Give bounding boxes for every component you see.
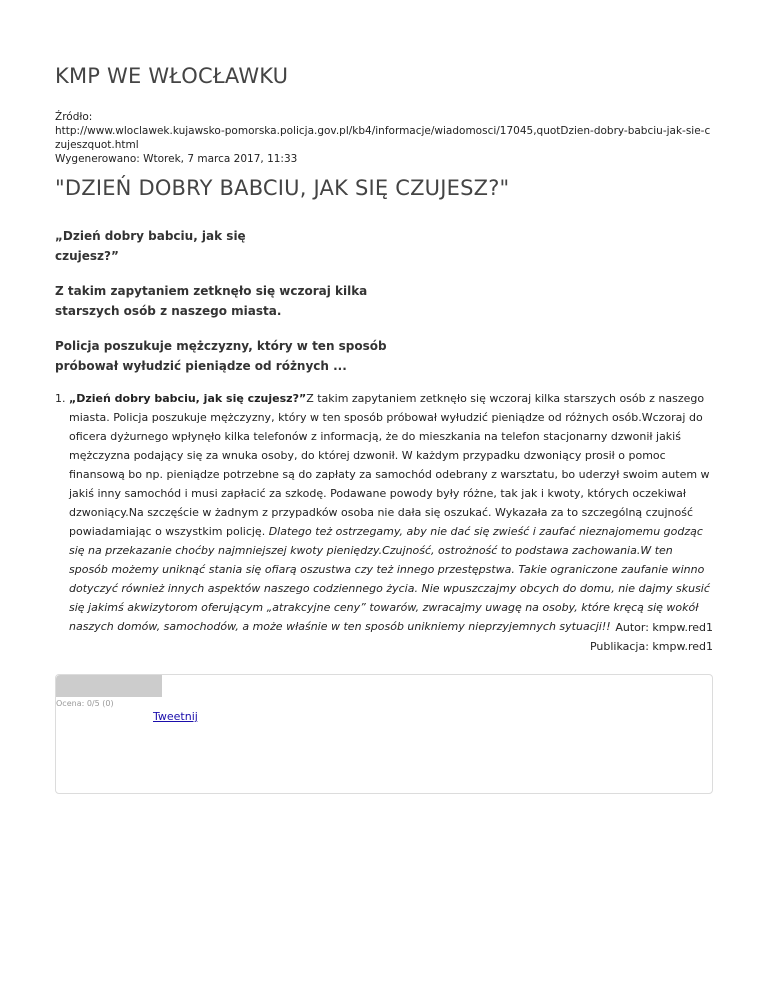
list-item xyxy=(55,389,715,636)
body-regular-text: Z takim zapytaniem zetknęło się wczoraj kilka starszych osób z naszego miasta. Policja poszukuje mężczyzny, który w ten sposób próbował wyłudzić pieniądze od różnych osób.Wczoraj do oficera dyżurnego wpłynęło kilka telefonów z informacją, że do mieszkania na telefon stacjonarny dzwonił jakiś mężczyzna podający się za wnuka osoby, do której dzwonił. W każdym przypadku dzwoniący prosił o pomoc finansową bo np. pieniądze potrzebne są do zapłaty za samochód odebrany z warsztatu, bo uderzył swoim autem w jakiś inny samochód i musi zapłacić za szkodę. Podawane powody były różne, tak jak i kwoty, których oczekiwał dzwoniący.Na szczęście w żadnym z przypadków osoba nie dała się oszukać. Wykazała za to szczególną czujność powiadamiając o wszystkim policję. xyxy=(69,392,710,538)
article-body-list xyxy=(55,389,715,636)
body-bold-intro: „Dzień dobry babciu, jak się czujesz?” xyxy=(69,392,307,405)
rating-stars-bar[interactable] xyxy=(56,675,162,697)
generated-date: Wygenerowano: Wtorek, 7 marca 2017, 11:33 xyxy=(55,153,298,165)
tweet-link[interactable]: Tweetnij xyxy=(153,710,198,723)
lead-paragraph-1: „Dzień dobry babciu, jak się czujesz?” xyxy=(55,229,246,263)
lead-paragraph-2: Z takim zapytaniem zetknęło się wczoraj kilka starszych osób z naszego miasta. xyxy=(55,284,368,318)
rating-text: Ocena: 0/5 (0) xyxy=(56,699,114,708)
source-label: Źródło: xyxy=(55,111,93,123)
article-credits xyxy=(590,618,713,656)
lead-paragraph-3: Policja poszukuje mężczyzny, który w ten sposób próbował wyłudzić pieniądze od różnych ... xyxy=(55,339,387,373)
author-line: Autor: kmpw.red1 xyxy=(615,621,713,634)
article-title: "DZIEŃ DOBRY BABCIU, JAK SIĘ CZUJESZ?" xyxy=(55,176,510,200)
social-box xyxy=(55,674,713,794)
source-url: http://www.wloclawek.kujawsko-pomorska.policja.gov.pl/kb4/informacje/wiadomosci/17045,quotDzien-dobry-babciu-jak-sie-czujeszquot.html xyxy=(55,125,711,151)
list-item-number: 1. xyxy=(55,392,66,405)
publication-line: Publikacja: kmpw.red1 xyxy=(589,640,713,653)
body-italic-text: Dlatego też ostrzegamy, aby nie dać się zwieść i zaufać nieznajomemu godząc się na przekazanie choćby najmniejszej kwoty pieniędzy.Czujność, ostrożność to podstawa zachowania.W ten sposób możemy uniknąć stania się ofiarą oszustwa czy też innego przestępstwa. Takie ograniczone zaufanie winno dotyczyć również innych aspektów naszego codziennego życia. Nie wpuszczajmy obcych do domu, nie dajmy skusić się jakimś akwizytorom oferującym „atrakcyjne ceny” towarów, zwracajmy uwagę na osoby, które kręcą się wokół naszych domów, samochodów, a może właśnie w ten sposób unikniemy nieprzyjemnych sytuacji!! xyxy=(69,525,710,633)
source-block xyxy=(55,110,715,166)
site-title: KMP WE WŁOCŁAWKU xyxy=(55,64,289,88)
